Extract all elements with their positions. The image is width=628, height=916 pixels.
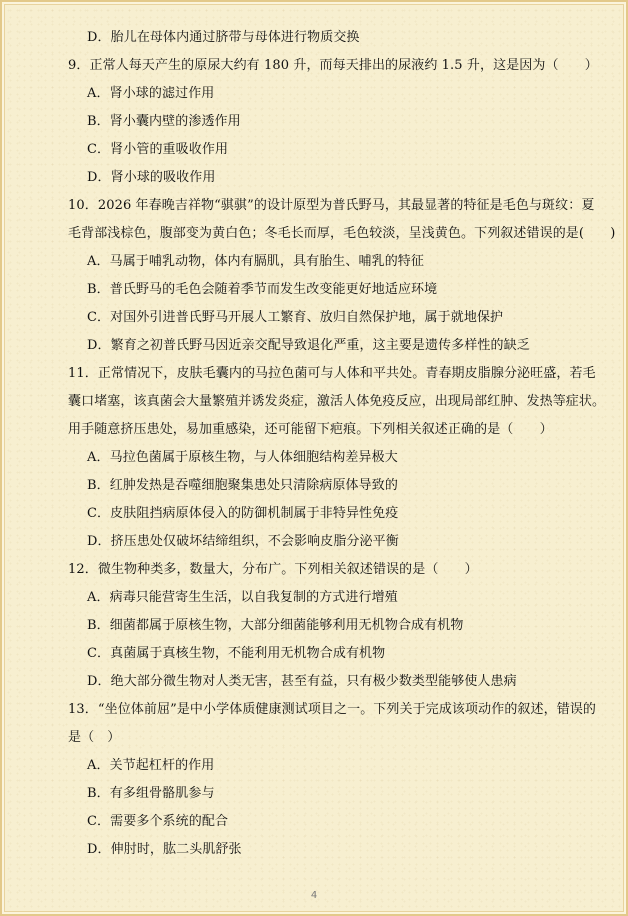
q13-option-b: B．有多组骨骼肌参与 — [87, 786, 215, 801]
q10-stem-line-2: 毛背部浅棕色，腹部变为黄白色；冬毛长而厚，毛色较淡，呈浅黄色。下列叙述错误的是( ) — [68, 226, 616, 241]
q11-stem-line-3: 用手随意挤压患处，易加重感染，还可能留下疤痕。下列相关叙述正确的是（ ） — [68, 422, 553, 437]
q13-option-a: A．关节起杠杆的作用 — [87, 758, 215, 773]
q13-stem-line-2: 是（ ） — [68, 730, 121, 745]
q10-stem-line-1: 10．2026 年春晚吉祥物“骐骐”的设计原型为普氏野马，其最显著的特征是毛色与斑纹：夏 — [68, 198, 595, 213]
q9-option-c: C．肾小管的重吸收作用 — [87, 142, 229, 157]
q13-option-c: C．需要多个系统的配合 — [87, 814, 229, 829]
q11-stem-line-1: 11．正常情况下，皮肤毛囊内的马拉色菌可与人体和平共处。青春期皮脂腺分泌旺盛，若毛 — [68, 366, 596, 381]
q8-option-d: D．胎儿在母体内通过脐带与母体进行物质交换 — [87, 30, 360, 45]
q12-option-d: D．绝大部分微生物对人类无害，甚至有益，只有极少数类型能够使人患病 — [87, 674, 517, 689]
q11-option-a: A．马拉色菌属于原核生物，与人体细胞结构差异极大 — [87, 450, 398, 465]
page-number: 4 — [310, 890, 318, 901]
q11-stem-line-2: 囊口堵塞，该真菌会大量繁殖并诱发炎症，激活人体免疫反应，出现局部红肿、发热等症状。 — [68, 394, 606, 409]
q12-option-c: C．真菌属于真核生物，不能利用无机物合成有机物 — [87, 646, 386, 661]
document-content — [68, 24, 616, 864]
q10-option-c: C．对国外引进普氏野马开展人工繁育、放归自然保护地，属于就地保护 — [87, 310, 504, 325]
q11-option-b: B．红肿发热是吞噬细胞聚集患处只清除病原体导致的 — [87, 478, 398, 493]
q9-stem: 9．正常人每天产生的原尿大约有 180 升，而每天排出的尿液约 1.5 升，这是因为（ ） — [68, 58, 598, 73]
q10-option-d: D．繁育之初普氏野马因近亲交配导致退化严重，这主要是遗传多样性的缺乏 — [87, 338, 530, 353]
q9-option-b: B．肾小囊内壁的渗透作用 — [87, 114, 241, 129]
q12-option-b: B．细菌都属于原核生物，大部分细菌能够利用无机物合成有机物 — [87, 618, 464, 633]
q10-option-b: B．普氏野马的毛色会随着季节而发生改变能更好地适应环境 — [87, 282, 438, 297]
q11-option-d: D．挤压患处仅破坏结缔组织，不会影响皮脂分泌平衡 — [87, 534, 399, 549]
q9-option-d: D．肾小球的吸收作用 — [87, 170, 216, 185]
q9-option-a: A．肾小球的滤过作用 — [87, 86, 215, 101]
q12-stem: 12．微生物种类多，数量大，分布广。下列相关叙述错误的是（ ） — [68, 562, 478, 577]
q10-option-a: A．马属于哺乳动物，体内有膈肌，具有胎生、哺乳的特征 — [87, 254, 424, 269]
q12-option-a: A．病毒只能营寄生生活，以自我复制的方式进行增殖 — [87, 590, 398, 605]
q13-option-d: D．伸肘时，肱二头肌舒张 — [87, 842, 242, 857]
q11-option-c: C．皮肤阻挡病原体侵入的防御机制属于非特异性免疫 — [87, 506, 399, 521]
q13-stem-line-1: 13．“坐位体前屈”是中小学体质健康测试项目之一。下列关于完成该项动作的叙述，错误的 — [68, 702, 597, 717]
